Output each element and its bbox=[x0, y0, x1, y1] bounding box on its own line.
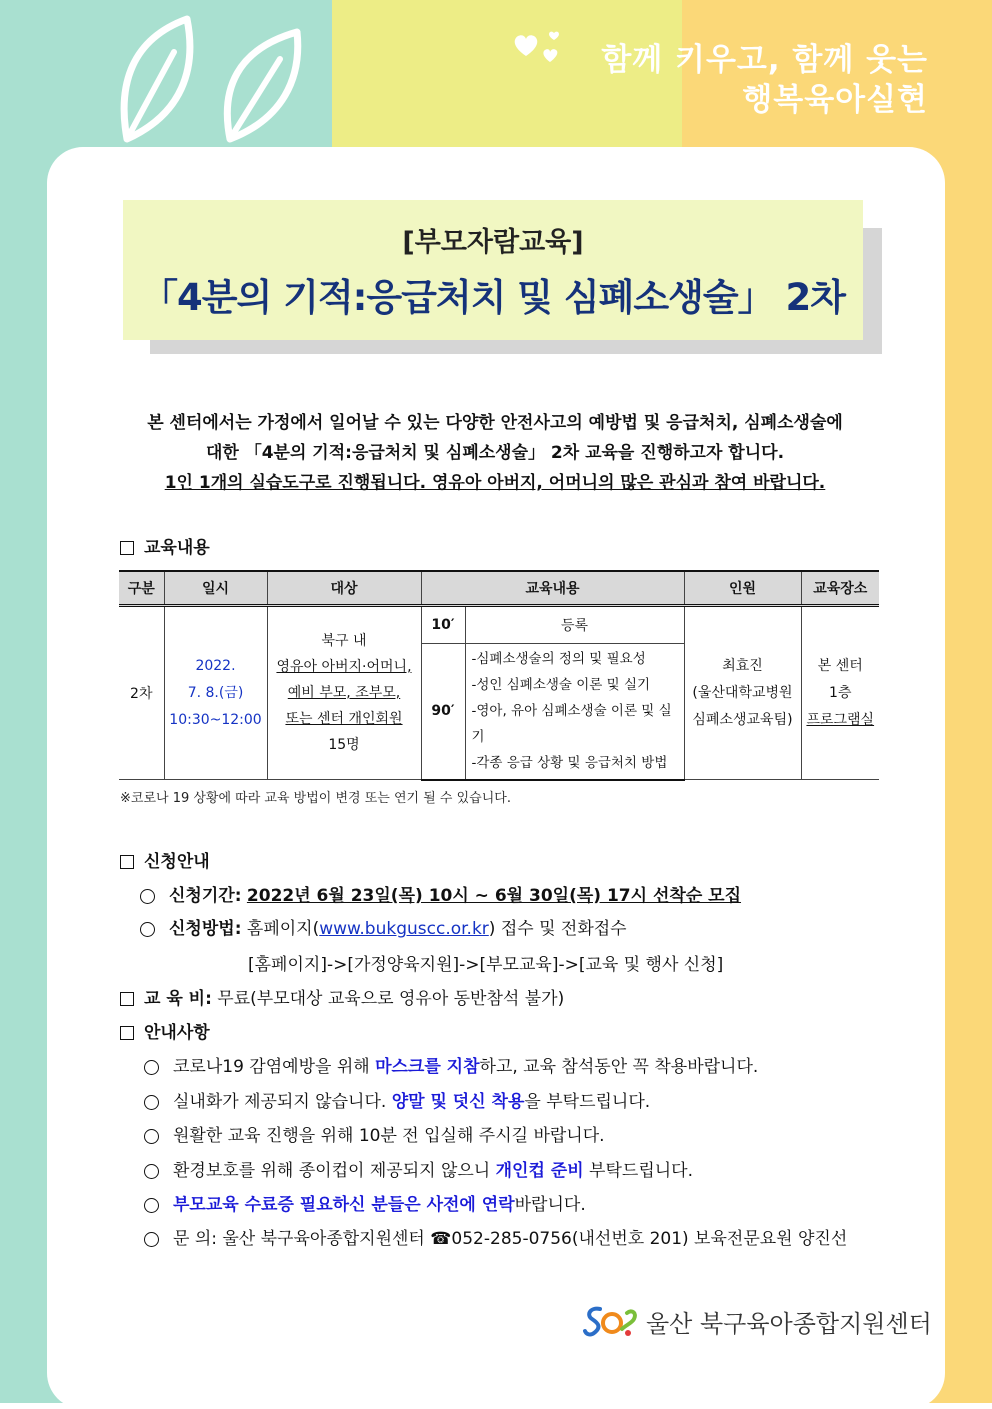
intro-line1: 본 센터에서는 가정에서 일어날 수 있는 다양한 안전사고의 예방법 및 응급처치, 심폐소생술에 bbox=[147, 413, 843, 433]
footer-org-name: 울산 북구육아종합지원센터 bbox=[646, 1309, 932, 1338]
slogan-line2: 행복육아실현 bbox=[742, 82, 928, 118]
notice-highlight: 양말 및 덧신 착용 bbox=[391, 1092, 525, 1112]
intro-paragraph bbox=[100, 408, 890, 498]
homepage-link[interactable]: www.bukguscc.or.kr bbox=[319, 919, 489, 939]
table-header-row bbox=[119, 571, 879, 606]
th-place: 교육장소 bbox=[801, 571, 879, 606]
apply-method bbox=[140, 914, 627, 939]
instructor-name: 최효진 bbox=[722, 657, 763, 674]
instructor-org1: (울산대학교병원 bbox=[692, 684, 793, 701]
title-category: [부모자람교육] bbox=[402, 227, 584, 258]
checkbox-square-icon bbox=[120, 1026, 134, 1040]
target-line1: 북구 내 bbox=[321, 633, 367, 649]
checkbox-square-icon bbox=[120, 541, 134, 555]
item-line3: -영아, 유아 심폐소생술 이론 및 실기 bbox=[471, 703, 672, 746]
cell-time1: 10′ bbox=[421, 606, 465, 644]
notice-item bbox=[144, 1121, 605, 1146]
apply-period-label: 신청기간: bbox=[169, 886, 242, 906]
notice-contact: 문 의: 울산 북구육아종합지원센터 ☎052-285-0756(내선번호 201) 보육전문요원 양진선 bbox=[173, 1229, 848, 1249]
place-line3: 프로그램실 bbox=[806, 711, 875, 728]
apply-path: [홈페이지]->[가정양육지원]->[부모교육]->[교육 및 행사 신청] bbox=[248, 955, 724, 975]
intro-line2: 대한 「4분의 기적:응급처치 및 심폐소생술」 2차 교육을 진행하고자 합니다. bbox=[205, 443, 785, 463]
notice-text: 원활한 교육 진행을 위해 10분 전 입실해 주시길 바랍니다. bbox=[173, 1126, 605, 1146]
hearts-icon bbox=[510, 26, 570, 66]
cell-items bbox=[465, 644, 684, 780]
notice-text: 하고, 교육 참석동안 꼭 착용바랍니다. bbox=[479, 1057, 759, 1077]
th-date: 일시 bbox=[164, 571, 267, 606]
fee-label: 교 육 비: bbox=[144, 989, 212, 1009]
cell-time2: 90′ bbox=[421, 644, 465, 780]
notice-highlight: 개인컵 준비 bbox=[495, 1161, 584, 1181]
covid-note: ※코로나 19 상황에 따라 교육 방법이 변경 또는 연기 될 수 있습니다. bbox=[120, 791, 511, 806]
notice-item bbox=[144, 1052, 758, 1077]
apply-period-value: 2022년 6월 23일(목) 10시 ~ 6월 30일(목) 17시 선착순 모집 bbox=[246, 886, 742, 906]
notice-text: 환경보호를 위해 종이컵이 제공되지 않으니 bbox=[173, 1161, 496, 1181]
notice-highlight: 마스크를 지참 bbox=[375, 1057, 480, 1077]
date-day: 7. 8.(금) bbox=[187, 684, 244, 701]
notice-item bbox=[144, 1224, 847, 1249]
circle-bullet-icon bbox=[144, 1095, 159, 1110]
section-education-content bbox=[120, 533, 210, 558]
item-line4: -각종 응급 상황 및 응급처치 방법 bbox=[471, 755, 668, 772]
section-apply bbox=[120, 847, 210, 872]
leaves-icon bbox=[112, 14, 312, 149]
notice-text: 바랍니다. bbox=[514, 1195, 586, 1215]
target-line4: 또는 센터 개인회원 bbox=[285, 711, 403, 727]
education-table bbox=[119, 570, 879, 781]
notice-text: 실내화가 제공되지 않습니다. bbox=[173, 1092, 392, 1112]
notice-text: 코로나19 감염예방을 위해 bbox=[173, 1057, 376, 1077]
cell-place bbox=[801, 606, 879, 780]
slogan bbox=[601, 40, 928, 120]
apply-method-pre: 홈페이지( bbox=[241, 919, 320, 939]
slogan-line1: 함께 키우고, 함께 웃는 bbox=[601, 42, 928, 78]
section-label: 안내사항 bbox=[144, 1023, 210, 1043]
target-line2: 영유아 아버지·어머니, bbox=[276, 659, 412, 675]
circle-bullet-icon bbox=[144, 1060, 159, 1075]
notice-item bbox=[144, 1190, 586, 1215]
table-row bbox=[119, 606, 879, 644]
section-fee bbox=[120, 984, 564, 1009]
notice-highlight: 부모교육 수료증 필요하신 분들은 사전에 연락 bbox=[173, 1195, 515, 1215]
circle-bullet-icon bbox=[144, 1198, 159, 1213]
fee-value: 무료(부모대상 교육으로 영유아 동반참석 불가) bbox=[211, 989, 565, 1009]
cell-date bbox=[164, 606, 267, 780]
page-title: 「4분의 기적:응급처치 및 심폐소생술」 2차 bbox=[141, 276, 845, 319]
checkbox-square-icon bbox=[120, 992, 134, 1006]
instructor-org2: 심폐소생교육팀) bbox=[692, 711, 793, 728]
circle-bullet-icon bbox=[140, 922, 155, 937]
circle-bullet-icon bbox=[144, 1232, 159, 1247]
notice-item bbox=[144, 1087, 650, 1112]
notice-text: 부탁드립니다. bbox=[583, 1161, 693, 1181]
center-logo-icon bbox=[582, 1303, 638, 1339]
th-target: 대상 bbox=[267, 571, 421, 606]
apply-method-post: ) 접수 및 전화접수 bbox=[488, 919, 627, 939]
checkbox-square-icon bbox=[120, 855, 134, 869]
item-line2: -성인 심폐소생술 이론 및 실기 bbox=[471, 677, 651, 694]
target-line5: 15명 bbox=[328, 737, 360, 753]
th-round: 구분 bbox=[119, 571, 164, 606]
cell-instructor bbox=[684, 606, 801, 780]
cell-target bbox=[267, 606, 421, 780]
th-content: 교육내용 bbox=[421, 571, 684, 606]
section-notice bbox=[120, 1018, 210, 1043]
cell-round: 2차 bbox=[119, 606, 164, 780]
notice-text: 을 부탁드립니다. bbox=[524, 1092, 651, 1112]
circle-bullet-icon bbox=[140, 889, 155, 904]
circle-bullet-icon bbox=[144, 1164, 159, 1179]
date-time: 10:30~12:00 bbox=[169, 711, 262, 728]
section-label: 신청안내 bbox=[144, 852, 210, 872]
apply-method-label: 신청방법: bbox=[169, 919, 242, 939]
cell-item-register: 등록 bbox=[465, 606, 684, 644]
place-line2: 1층 bbox=[829, 684, 852, 701]
th-instructor: 인원 bbox=[684, 571, 801, 606]
place-line1: 본 센터 bbox=[817, 657, 863, 674]
apply-period bbox=[140, 881, 741, 906]
circle-bullet-icon bbox=[144, 1129, 159, 1144]
target-line3: 예비 부모, 조부모, bbox=[287, 685, 401, 701]
notice-item bbox=[144, 1156, 693, 1181]
section-label: 교육내용 bbox=[144, 538, 210, 558]
item-line1: -심폐소생술의 정의 및 필요성 bbox=[471, 651, 646, 668]
title-box bbox=[123, 200, 863, 340]
date-year: 2022. bbox=[195, 657, 236, 674]
footer-logo bbox=[582, 1303, 932, 1339]
intro-line3: 1인 1개의 실습도구로 진행됩니다. 영유아 아버지, 어머니의 많은 관심과 참여 바랍니다. bbox=[164, 473, 826, 493]
